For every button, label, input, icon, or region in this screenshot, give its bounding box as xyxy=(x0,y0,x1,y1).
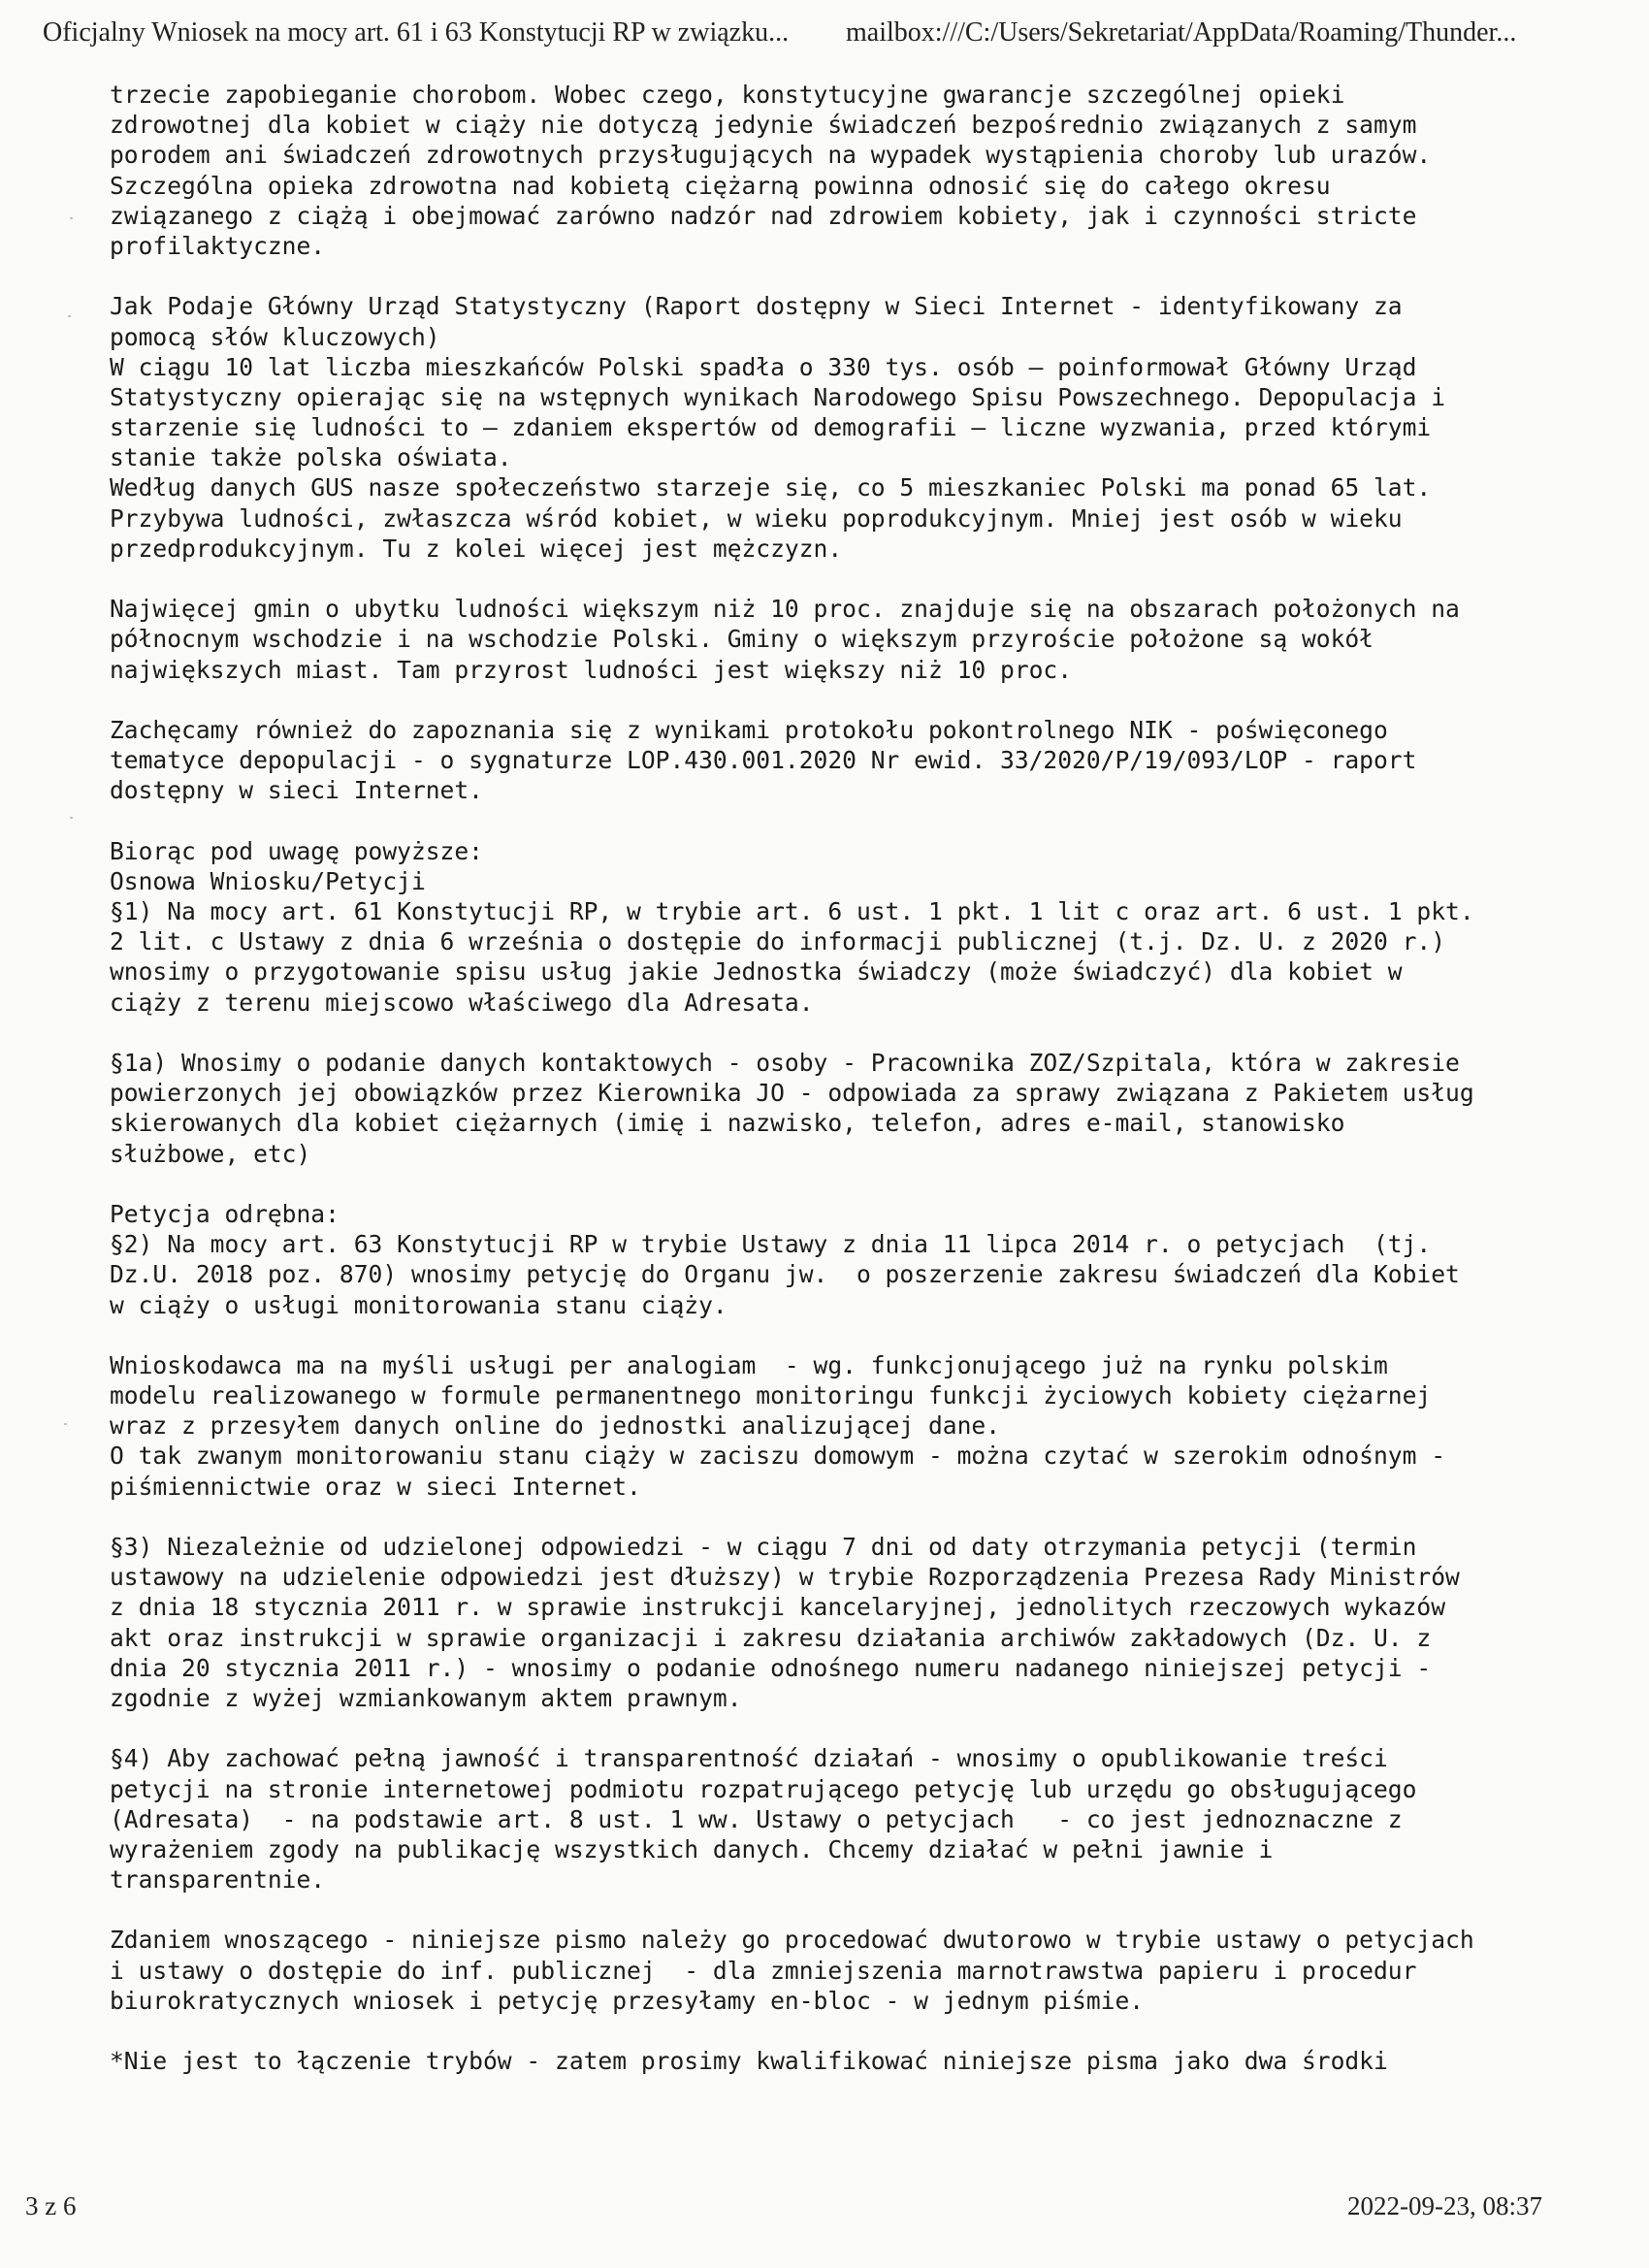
text-line: Biorąc pod uwagę powyższe: xyxy=(110,836,483,865)
text-line: zgodnie z wyżej wzmiankowanym aktem prawnym. xyxy=(110,1683,742,1712)
paragraph-gap xyxy=(110,564,1516,594)
text-line: trzecie zapobieganie chorobom. Wobec czego, konstytucyjne gwarancje szczególnej opieki xyxy=(110,81,1345,109)
text-line: biurokratycznych wniosek i petycję przesyłamy en-bloc - w jednym piśmie. xyxy=(110,1986,1145,2015)
text-line: petycji na stronie internetowej podmiotu rozpatrującego petycję lub urzędu go obsługującego xyxy=(110,1774,1417,1803)
paragraph-gap xyxy=(110,806,1516,836)
text-line: Osnowa Wniosku/Petycji xyxy=(110,866,426,895)
text-line: Statystyczny opierając się na wstępnych wynikach Narodowego Spisu Powszechnego. Depopulacja i xyxy=(110,382,1446,411)
text-line: Zdaniem wnoszącego - niniejsze pismo należy go procedować dwutorowo w trybie ustawy o petycjach xyxy=(110,1926,1474,1955)
text-line: zdrowotnej dla kobiet w ciąży nie dotyczą jedynie świadczeń bezpośrednio związanych z samym xyxy=(110,111,1417,140)
text-line: przedprodukcyjnym. Tu z kolei więcej jest mężczyzn. xyxy=(110,534,843,563)
mailbox-url: mailbox:///C:/Users/Sekretariat/AppData/Roaming/Thunder... xyxy=(846,17,1517,48)
scan-speck xyxy=(70,217,73,219)
print-datetime: 2022-09-23, 08:37 xyxy=(1347,2191,1542,2220)
text-line: Zachęcamy również do zapoznania się z wynikami protokołu pokontrolnego NIK - poświęconego xyxy=(110,715,1388,744)
text-line: północnym wschodzie i na wschodzie Polski. Gminy o większym przyroście położone są wokół xyxy=(110,625,1374,654)
scan-speck xyxy=(70,817,73,819)
text-line: Jak Podaje Główny Urząd Statystyczny (Raport dostępny w Sieci Internet - identyfikowany za xyxy=(110,292,1403,321)
text-line: akt oraz instrukcji w sprawie organizacji i zakresu działania archiwów zakładowych (Dz. U. z xyxy=(110,1623,1432,1652)
text-line: Szczególna opieka zdrowotna nad kobietą ciężarną powinna odnosić się do całego okresu xyxy=(110,171,1331,200)
scan-speck xyxy=(64,1423,67,1425)
text-line: z dnia 18 stycznia 2011 r. w sprawie instrukcji kancelaryjnej, jednolitych rzeczowych wykazów xyxy=(110,1593,1446,1622)
text-line: służbowe, etc) xyxy=(110,1139,311,1168)
paragraph-gap xyxy=(110,1713,1516,1743)
text-line: Według danych GUS nasze społeczeństwo starzeje się, co 5 mieszkaniec Polski ma ponad 65 lat. xyxy=(110,473,1432,502)
text-line: porodem ani świadczeń zdrowotnych przysługujących na wypadek wystąpienia choroby lub urazów. xyxy=(110,141,1432,170)
text-line: profilaktyczne. xyxy=(110,231,326,260)
text-line: Wnioskodawca ma na myśli usługi per analogiam - wg. funkcjonującego już na rynku polskim xyxy=(110,1350,1388,1379)
text-line: powierzonych jej obowiązków przez Kierownika JO - odpowiada za sprawy związana z Pakietem usług xyxy=(110,1079,1474,1108)
text-line: pomocą słów kluczowych) xyxy=(110,322,440,351)
paragraph-gap xyxy=(110,1018,1516,1048)
text-line: modelu realizowanego w formule permanentnego monitoringu funkcji życiowych kobiety ciężarnej xyxy=(110,1381,1432,1410)
text-line: wyrażeniem zgody na publikację wszystkich danych. Chcemy działać w pełni jawnie i xyxy=(110,1834,1274,1863)
text-line: Przybywa ludności, zwłaszcza wśród kobiet, w wieku poprodukcyjnym. Mniej jest osób w wieku xyxy=(110,503,1403,533)
text-line: Dz.U. 2018 poz. 870) wnosimy petycję do Organu jw. o poszerzenie zakresu świadczeń dla Kobiet xyxy=(110,1260,1460,1289)
text-line: O tak zwanym monitorowaniu stanu ciąży w zaciszu domowym - można czytać w szerokim odnośnym - xyxy=(110,1442,1446,1471)
letter-body xyxy=(110,80,1516,2076)
text-line: transparentnie. xyxy=(110,1865,326,1895)
paragraph-gap xyxy=(110,261,1516,291)
text-line: skierowanych dla kobiet ciężarnych (imię i nazwisko, telefon, adres e-mail, stanowisko xyxy=(110,1109,1345,1138)
text-line: dostępny w sieci Internet. xyxy=(110,776,483,805)
text-line: *Nie jest to łączenie trybów - zatem prosimy kwalifikować niniejsze pisma jako dwa środki xyxy=(110,2047,1388,2076)
text-line: ustawowy na udzielenie odpowiedzi jest dłuższy) w trybie Rozporządzenia Prezesa Rady Ministrów xyxy=(110,1563,1460,1592)
text-line: starzenie się ludności to – zdaniem ekspertów od demografii – liczne wyzwania, przed którymi xyxy=(110,413,1432,442)
text-line: ciąży z terenu miejscowo właściwego dla Adresata. xyxy=(110,988,814,1017)
paragraph-gap xyxy=(110,1320,1516,1350)
text-line: dnia 20 stycznia 2011 r.) - wnosimy o podanie odnośnego numeru nadanego niniejszej petycji - xyxy=(110,1653,1432,1682)
text-line: W ciągu 10 lat liczba mieszkańców Polski spadła o 330 tys. osób – poinformował Główny Urząd xyxy=(110,352,1417,381)
text-line: §4) Aby zachować pełną jawność i transparentność działań - wnosimy o opublikowanie treści xyxy=(110,1744,1388,1773)
text-line: tematyce depopulacji - o sygnaturze LOP.430.001.2020 Nr ewid. 33/2020/P/19/093/LOP - raport xyxy=(110,746,1417,775)
text-line: §1a) Wnosimy o podanie danych kontaktowych - osoby - Pracownika ZOZ/Szpitala, która w zakresie xyxy=(110,1049,1460,1077)
text-line: i ustawy o dostępie do inf. publicznej - dla zmniejszenia marnotrawstwa papieru i procedur xyxy=(110,1956,1417,1985)
text-line: §3) Niezależnie od udzielonej odpowiedzi - w ciągu 7 dni od daty otrzymania petycji (termin xyxy=(110,1533,1417,1561)
page-number: 3 z 6 xyxy=(25,2191,77,2220)
text-line: związanego z ciążą i obejmować zarówno nadzór nad zdrowiem kobiety, jak i czynności stricte xyxy=(110,201,1417,230)
paragraph-gap xyxy=(110,1169,1516,1199)
text-line: Petycja odrębna: xyxy=(110,1199,340,1228)
text-line: największych miast. Tam przyrost ludności jest większy niż 10 proc. xyxy=(110,655,1073,684)
email-subject-title: Oficjalny Wniosek na mocy art. 61 i 63 Konstytucji RP w związku... xyxy=(43,17,790,48)
text-line: piśmiennictwie oraz w sieci Internet. xyxy=(110,1472,641,1501)
text-line: Najwięcej gmin o ubytku ludności większym niż 10 proc. znajduje się na obszarach położonych na xyxy=(110,595,1460,624)
paragraph-gap xyxy=(110,2016,1516,2046)
scan-speck xyxy=(68,315,71,317)
text-line: wraz z przesyłem danych online do jednostki analizującej dane. xyxy=(110,1411,1001,1441)
text-line: §1) Na mocy art. 61 Konstytucji RP, w trybie art. 6 ust. 1 pkt. 1 lit c oraz art. 6 ust. 1 pkt. xyxy=(110,897,1474,926)
paragraph-gap xyxy=(110,1502,1516,1532)
paragraph-gap xyxy=(110,1895,1516,1925)
text-line: stanie także polska oświata. xyxy=(110,443,512,472)
paragraph-gap xyxy=(110,685,1516,715)
text-line: wnosimy o przygotowanie spisu usług jakie Jednostka świadczy (może świadczyć) dla kobiet w xyxy=(110,957,1403,987)
text-line: 2 lit. c Ustawy z dnia 6 września o dostępie do informacji publicznej (t.j. Dz. U. z 2020 r.) xyxy=(110,927,1446,956)
text-line: (Adresata) - na podstawie art. 8 ust. 1 ww. Ustawy o petycjach - co jest jednoznaczne z xyxy=(110,1804,1403,1833)
text-line: w ciąży o usługi monitorowania stanu ciąży. xyxy=(110,1290,728,1319)
print-header xyxy=(0,17,1649,60)
text-line: §2) Na mocy art. 63 Konstytucji RP w trybie Ustawy z dnia 11 lipca 2014 r. o petycjach (tj. xyxy=(110,1230,1432,1259)
